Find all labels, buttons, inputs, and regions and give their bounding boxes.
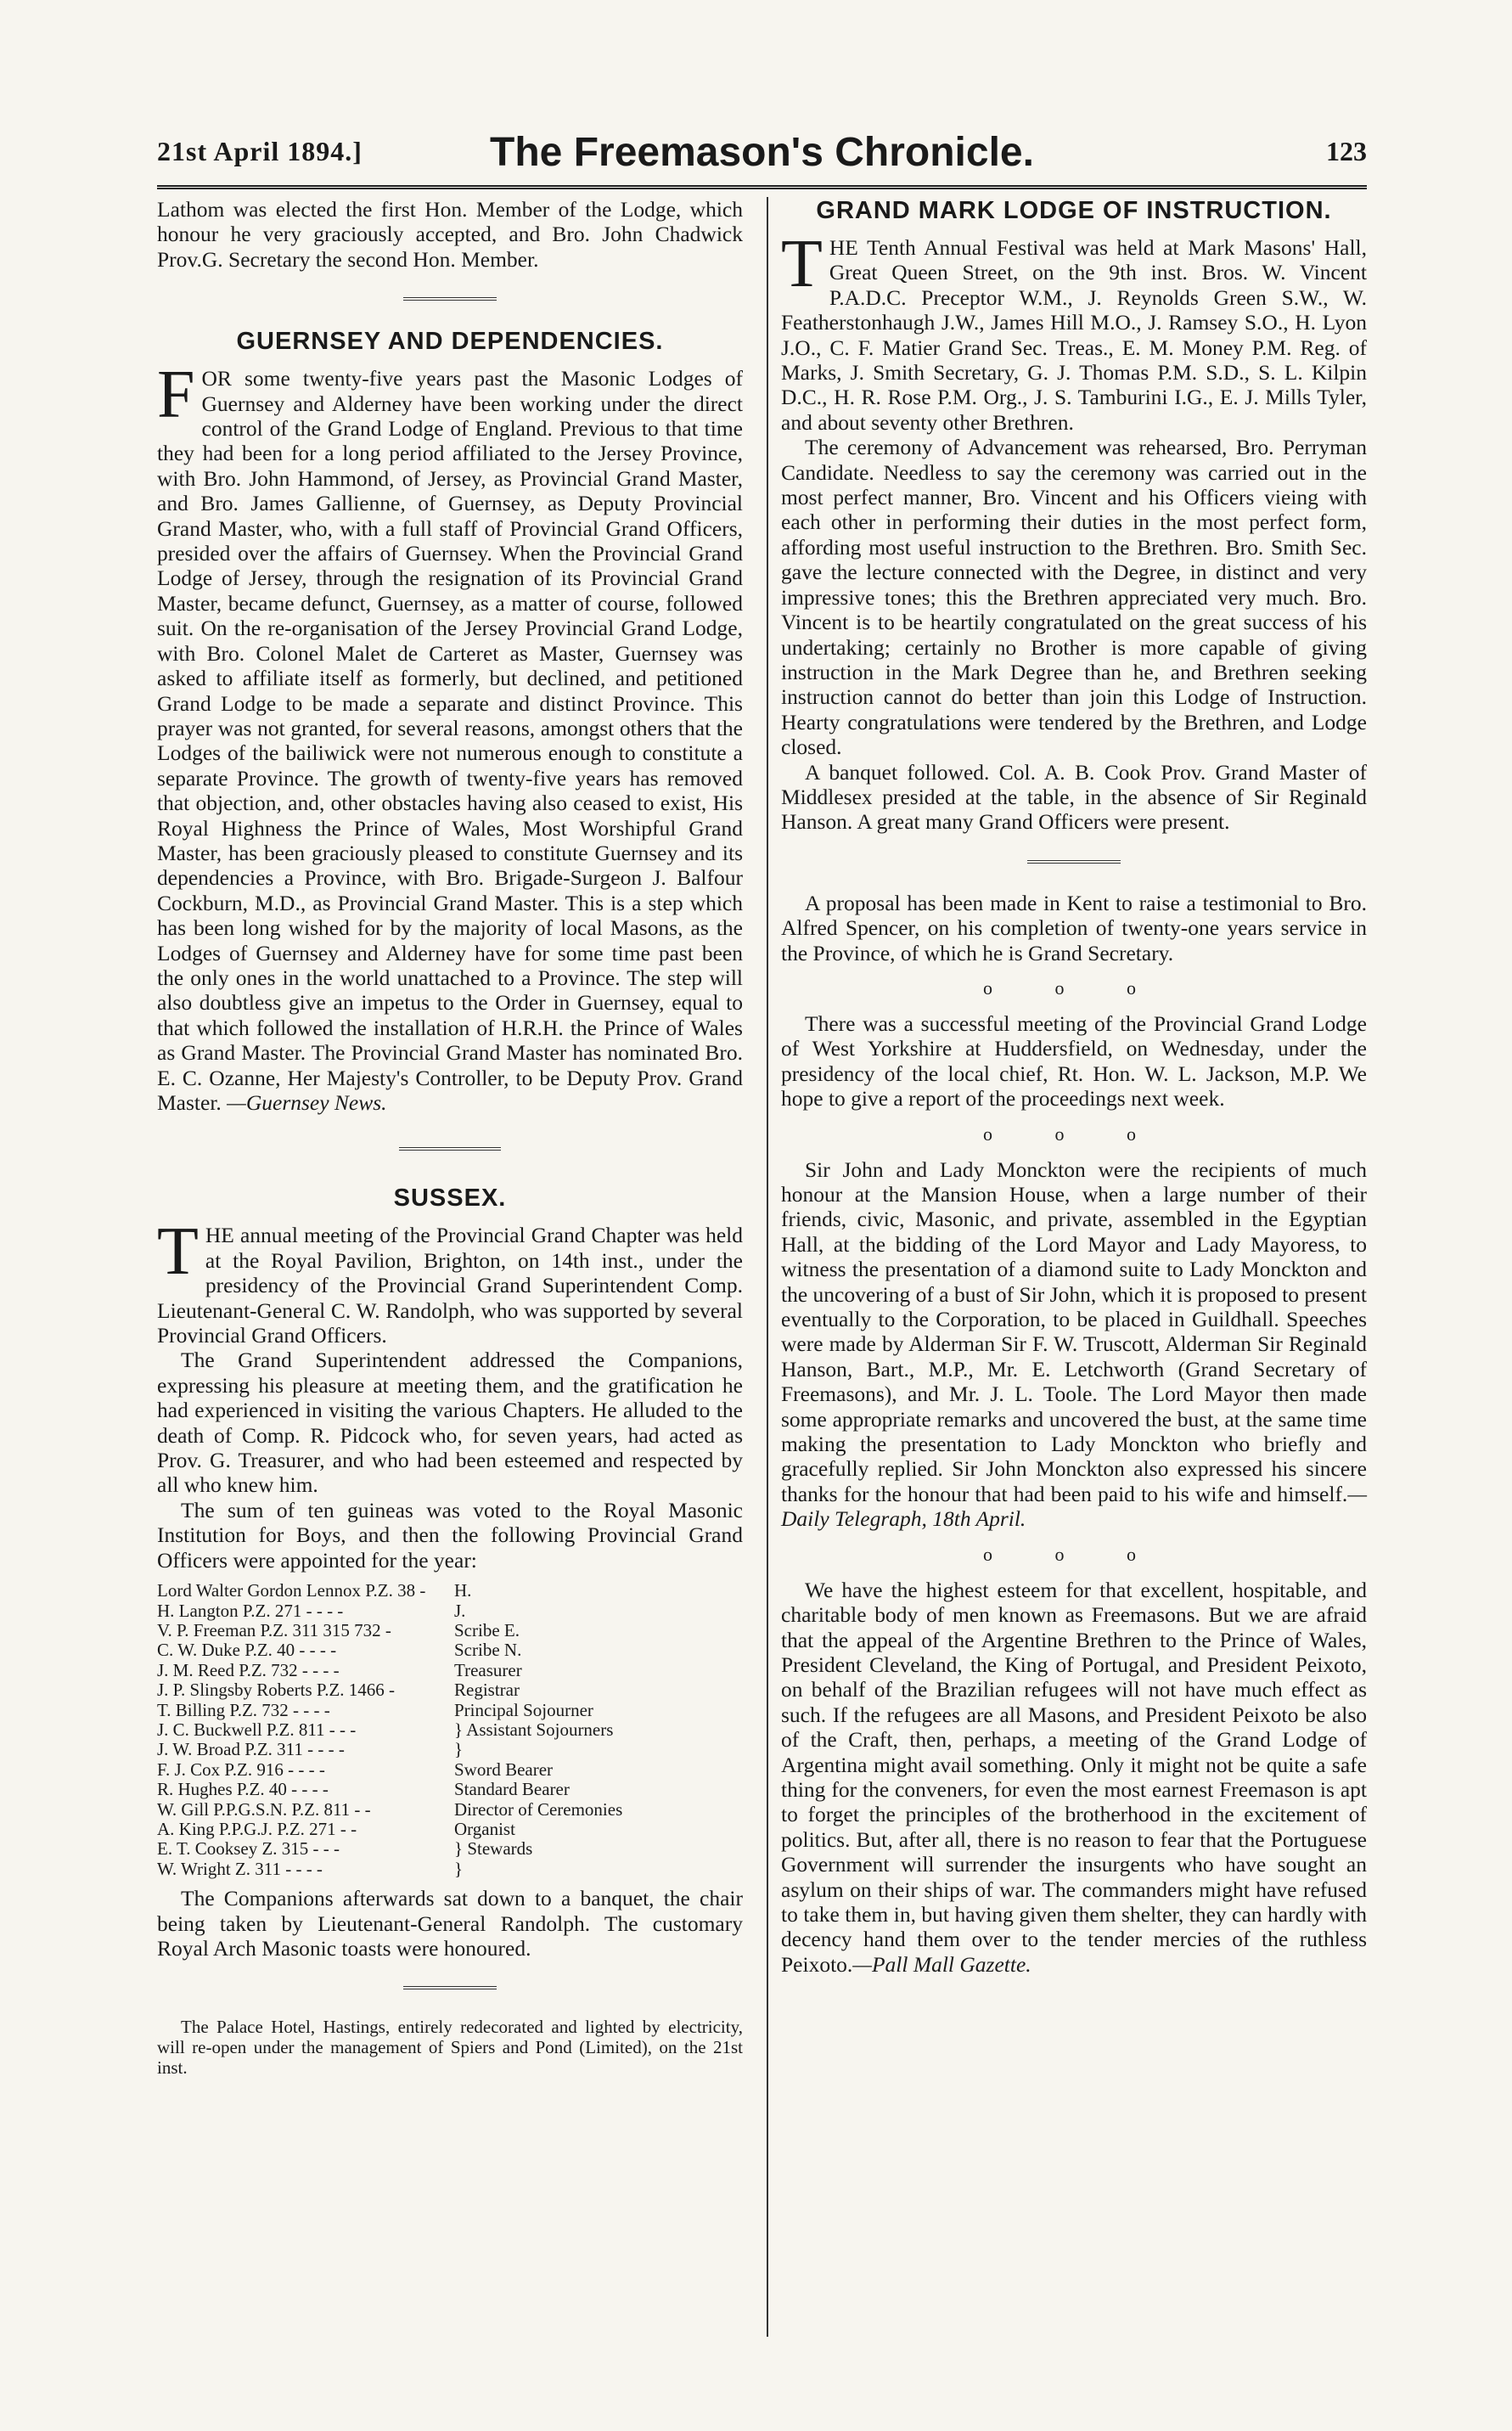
dot-separator: o o o <box>983 1123 1165 1145</box>
officer-name: R. Hughes P.Z. 40 - - - - <box>157 1780 329 1800</box>
officer-row <box>157 1740 743 1759</box>
grand-mark-paragraph-1: THE Tenth Annual Festival was held at Mark Masons' Hall, Great Queen Street, on the 9th inst. Bros. W. Vincent P.A.D.C. Preceptor W.M., J. Reynolds Green S.W., W. Featherstonhaugh J.W., James Hill M.O., J. Ramsey S.O., H. Lyon J.O., C. F. Matier Grand Sec. Treas., E. M. Money P.M. Reg. of Marks, J. Smith Secretary, G. J. Thomas P.M. S.D., S. L. Kilpin D.C., H. R. Rose P.M. Org., J. S. Tamburini I.G., E. J. Mills Tyler, and about seventy other Brethren. <box>781 227 1367 435</box>
officer-role: } <box>454 1858 464 1879</box>
officer-row <box>157 1680 743 1700</box>
page-number: 123 <box>1326 136 1367 166</box>
officer-role: Director of Ceremonies <box>454 1798 623 1820</box>
officer-role: J. <box>454 1600 466 1621</box>
officer-name: J. P. Slingsby Roberts P.Z. 1466 - <box>157 1680 396 1701</box>
guernsey-heading: GUERNSEY AND DEPENDENCIES. <box>236 328 664 356</box>
section-separator <box>403 297 497 302</box>
grand-mark-heading: GRAND MARK LODGE OF INSTRUCTION. <box>816 197 1332 224</box>
sussex-heading: SUSSEX. <box>393 1185 507 1213</box>
officer-row <box>157 1800 743 1820</box>
right-column <box>781 197 1367 1977</box>
officer-row <box>157 1581 743 1601</box>
guernsey-citation: —Guernsey News. <box>227 1090 387 1115</box>
officer-role: } Stewards <box>454 1838 533 1860</box>
officer-role: Scribe E. <box>454 1619 520 1640</box>
officer-row <box>157 1621 743 1640</box>
officer-role: } Assistant Sojourners <box>454 1719 614 1740</box>
officer-name: A. King P.P.G.J. P.Z. 271 - - <box>157 1819 357 1839</box>
officer-name: H. Langton P.Z. 271 - - - - <box>157 1601 344 1621</box>
left-column <box>157 197 743 2078</box>
argentina-paragraph: We have the highest esteem for that excellent, hospitable, and charitable body of men known as Freemasons. But we are afraid that the appeal of the Argentine Brethren to the Prince of Wales, President Cleveland, the King of Portugal, and President Peixoto, on behalf of the Brazilian refugees will not have much effect as such. If the refugees are all Masons, and President Peixoto be also of the Craft, then, perhaps, a meeting of the Grand Lodge of Argentina might avail something. Only it might not be quite a safe thing for the conveners, for even the most earnest Freemason is apt to forget the principles of the brotherhood in the excitement of politics. But, after all, there is no reason to fear that the Portuguese Government will surrender the insurgents who have sought an asylum on their ships of war. The commanders might have refused to take them in, but having given them shelter, they can hardly with decency hand them over to the tender mercies of the ruthless Peixoto.—Pall Mall Gazette. <box>781 1577 1367 1977</box>
officer-row <box>157 1839 743 1859</box>
masthead-rule <box>157 185 1367 192</box>
officer-name: E. T. Cooksey Z. 315 - - - <box>157 1839 340 1860</box>
column-divider <box>767 197 768 2337</box>
publication-title: The Freemason's Chronicle. <box>490 130 1034 175</box>
officer-name: J. W. Broad P.Z. 311 - - - - <box>157 1740 345 1760</box>
section-separator <box>399 1147 501 1152</box>
officer-row <box>157 1860 743 1879</box>
officer-name: W. Wright Z. 311 - - - - <box>157 1859 323 1879</box>
sussex-paragraph-2: The Grand Superintendent addressed the Companions, expressing his pleasure at meeting them, and the gratification he had experienced in visiting the various Chapters. He alluded to the death of Comp. R. Pidcock who, for seven years, had acted as Prov. G. Treasurer, and who had been esteemed and respected by all who knew him. <box>157 1348 743 1498</box>
guernsey-paragraph: FOR some twenty-five years past the Masonic Lodges of Guernsey and Alderney have been working under the direct control of the Grand Lodge of England. Previous to that time they had been for a long period affiliated to the Jersey Province, with Bro. John Hammond, of Jersey, as Provincial Grand Master, and Bro. James Gallienne, of Guernsey, as Deputy Provincial Grand Master, who, with a full staff of Provincial Grand Officers, presided over the affairs of Guernsey. When the Provincial Grand Lodge of Jersey, through the resignation of its Provincial Grand Master, became defunct, Guernsey, as a matter of course, followed suit. On the re-organisation of the Jersey Provincial Grand Lodge, with Bro. Colonel Malet de Carteret as Master, Guernsey was asked to affiliate itself as formerly, but declined, and petitioned Grand Lodge to be made a separate and distinct Province. This prayer was not granted, for several reasons, amongst others that the Lodges of the bailiwick were not numerous enough to constitute a separate Province. The growth of twenty-five years has removed that objection, and, other obstacles having also ceased to exist, His Royal Highness the Prince of Wales, Most Worshipful Grand Master, has been graciously pleased to constitute Guernsey and its dependencies a Province, with Bro. Brigade-Surgeon J. Balfour Cockburn, M.D., as Provincial Grand Master. This is a step which has been long wished for by the majority of local Masons, as the Lodges of Guernsey and Alderney have for some time past been the only ones in the world unattached to a Province. The step will also doubtless give an impetus to the Order in Guernsey, equal to that which followed the installation of H.R.H. the Prince of Wales as Grand Master. The Provincial Grand Master has nominated Bro. E. C. Ozanne, Her Majesty's Controller, to be Deputy Prov. Grand Master. —Guernsey News. <box>157 357 743 1115</box>
sussex-paragraph-1: THE annual meeting of the Provincial Grand Chapter was held at the Royal Pavilion, Brighton, on 14th inst., under the presidency of the Provincial Grand Superintendent Comp. Lieutenant-General C. W. Randolph, who was supported by several Provincial Grand Officers. <box>157 1214 743 1348</box>
drop-cap: F <box>157 357 195 433</box>
dot-separator: o o o <box>983 1543 1165 1565</box>
masthead <box>157 129 1367 183</box>
sussex-paragraph-3: The sum of ten guineas was voted to the Royal Masonic Institution for Boys, and then the following Provincial Grand Officers were appointed for the year: <box>157 1497 743 1573</box>
monckton-paragraph: Sir John and Lady Monckton were the recipients of much honour at the Mansion House, when a large number of their friends, civic, Masonic, and private, assembled in the Egyptian Hall, at the bidding of the Lord Mayor and Lady Mayoress, to witness the presentation of a diamond suite to Lady Monckton and the uncovering of a bust of Sir John, which it is proposed to present eventually to the Corporation, to be placed in Guildhall. Speeches were made by Alderman Sir F. W. Truscott, Alderman Sir Reginald Hanson, Bart., M.P., Mr. E. Letchworth (Grand Secretary of Freemasons), and Mr. J. L. Toole. The Lord Mayor then made some appropriate remarks and uncovered the bust, at the same time making the presentation to Lady Monckton who briefly and gracefully replied. Sir John Monckton also expressed his sincere thanks for the honour that had been paid to his wife and himself.—Daily Telegraph, 18th April. <box>781 1156 1367 1532</box>
section-separator <box>403 1986 497 1991</box>
officer-row <box>157 1701 743 1720</box>
officer-role: H. <box>454 1580 472 1601</box>
officer-role: Registrar <box>454 1680 520 1701</box>
officer-row <box>157 1780 743 1799</box>
officer-row <box>157 1661 743 1680</box>
officer-role: Sword Bearer <box>454 1759 554 1780</box>
drop-cap: T <box>157 1214 199 1290</box>
officer-name: J. C. Buckwell P.Z. 811 - - - <box>157 1719 357 1740</box>
monckton-citation: —Daily Telegraph, 18th April. <box>781 1481 1367 1532</box>
officer-role: Organist <box>454 1818 515 1839</box>
sussex-paragraph-4: The Companions afterwards sat down to a banquet, the chair being taken by Lieutenant-General Randolph. The customary Royal Arch Masonic toasts were honoured. <box>157 1886 743 1961</box>
section-separator <box>1027 860 1121 865</box>
officer-role: } <box>454 1739 464 1760</box>
officer-row <box>157 1760 743 1780</box>
officer-name: J. M. Reed P.Z. 732 - - - - <box>157 1660 340 1680</box>
yorkshire-paragraph: There was a successful meeting of the Provincial Grand Lodge of West Yorkshire at Huddersfield, on Wednesday, under the presidency of the local chief, Rt. Hon. W. L. Jackson, M.P. We hope to give a report of the proceedings next week. <box>781 1010 1367 1111</box>
palace-hotel-note: The Palace Hotel, Hastings, entirely redecorated and lighted by electricity, will re-open under the management of Spiers and Pond (Limited), on the 21st inst. <box>157 2017 743 2079</box>
officer-role: Scribe N. <box>454 1640 522 1661</box>
grand-mark-paragraph-3: A banquet followed. Col. A. B. Cook Prov. Grand Master of Middlesex presided at the table, in the absence of Sir Reginald Hanson. A great many Grand Officers were present. <box>781 759 1367 835</box>
officer-name: Lord Walter Gordon Lennox P.Z. 38 - <box>157 1581 426 1601</box>
officer-name: V. P. Freeman P.Z. 311 315 732 - <box>157 1620 391 1640</box>
officer-role: Standard Bearer <box>454 1779 570 1800</box>
dot-separator: o o o <box>983 976 1165 999</box>
officer-role: Treasurer <box>454 1659 522 1680</box>
officer-name: T. Billing P.Z. 732 - - - - <box>157 1700 330 1720</box>
drop-cap: T <box>781 227 823 301</box>
officer-name: C. W. Duke P.Z. 40 - - - - <box>157 1640 337 1661</box>
officer-row <box>157 1601 743 1621</box>
officer-role: Principal Sojourner <box>454 1699 593 1720</box>
kent-paragraph: A proposal has been made in Kent to raise a testimonial to Bro. Alfred Spencer, on his completion of twenty-one years service in the Province, of which he is Grand Secretary. <box>781 890 1367 965</box>
grand-mark-paragraph-2: The ceremony of Advancement was rehearsed, Bro. Perryman Candidate. Needless to say the ceremony was carried out in the most perfect manner, Bro. Vincent and his Officers vieing with each other in performing their duties in the most perfect form, affording most useful instruction to the Brethren. Bro. Smith Sec. gave the lecture connected with the Degree, in distinct and very impressive tones; this the Brethren appreciated very much. Bro. Vincent is to be heartily congratulated on the great success of his undertaking; certainly no Brother is more capable of giving instruction in the Mark Degree than he, and Brethren seeking instruction cannot do better than join this Lodge of Instruction. Hearty congratulations were tendered by the Brethren, and Lodge closed. <box>781 435 1367 760</box>
officers-list <box>157 1581 743 1879</box>
officer-row <box>157 1820 743 1839</box>
argentina-citation: —Pall Mall Gazette. <box>852 1951 1031 1977</box>
issue-date: 21st April 1894.] <box>157 136 363 166</box>
officer-name: W. Gill P.P.G.S.N. P.Z. 811 - - <box>157 1799 371 1820</box>
officer-row <box>157 1640 743 1660</box>
intro-paragraph: Lathom was elected the first Hon. Member of the Lodge, which honour he very graciously accepted, and Bro. John Chadwick Prov.G. Secretary the second Hon. Member. <box>157 197 743 272</box>
officer-name: F. J. Cox P.Z. 916 - - - - <box>157 1759 325 1780</box>
officer-row <box>157 1720 743 1740</box>
